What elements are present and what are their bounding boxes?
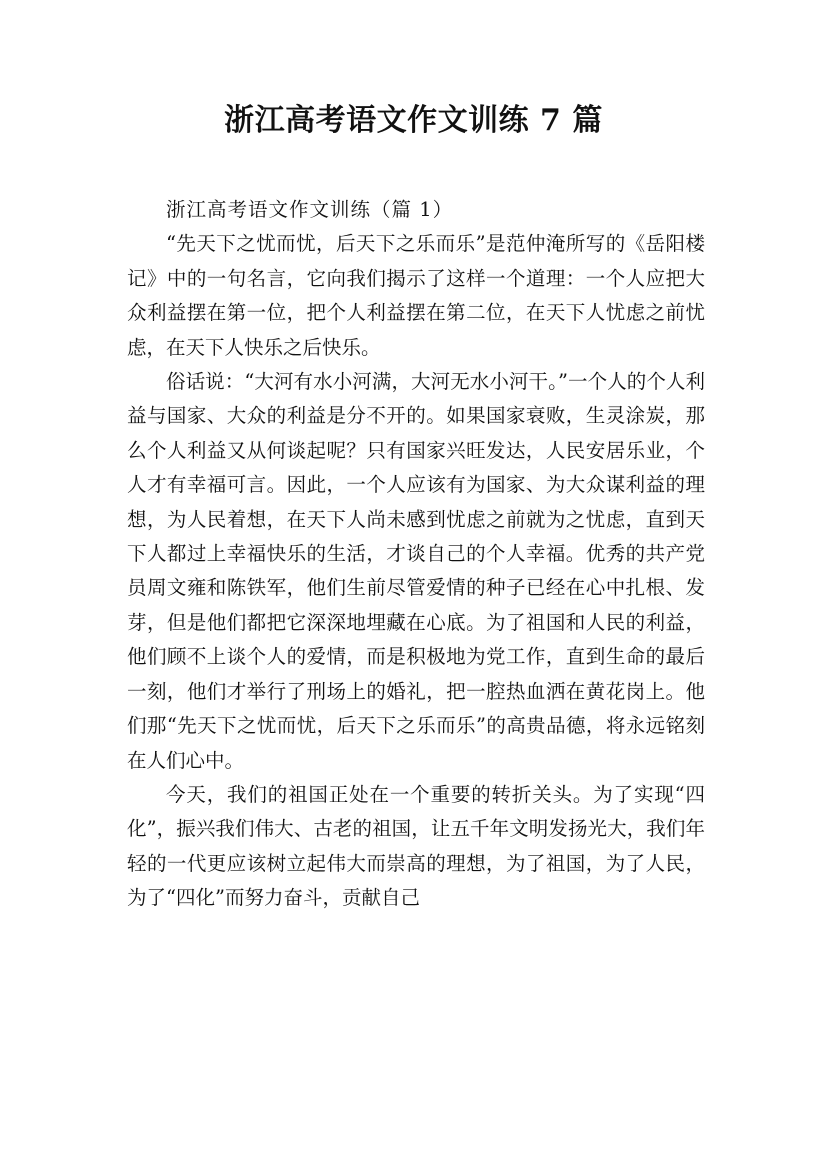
document-title: 浙江高考语文作文训练 7 篇 bbox=[224, 103, 603, 138]
paragraph-3: 今天，我们的祖国正处在一个重要的转折关头。为了实现“四化”，振兴我们伟大、古老的祖国，让五千年文明发扬光大，我们年轻的一代更应该树立起伟大而崇高的理想，为了祖国，为了人民，为了“四化”而努力奋斗，贡献自己 bbox=[127, 782, 705, 910]
paragraph-1: “先天下之忧而忧，后天下之乐而乐”是范仲淹所写的《岳阳楼记》中的一句名言，它向我们揭示了这样一个道理：一个人应把大众利益摆在第一位，把个人利益摆在第二位，在天下人忧虑之前忧虑，在天下人快乐之后快乐。 bbox=[127, 232, 705, 359]
document-body bbox=[127, 193, 705, 916]
paragraph-2: 俗话说：“大河有水小河满，大河无水小河干。”一个人的个人利益与国家、大众的利益是分不开的。如果国家衰败，生灵涂炭，那么个人利益又从何谈起呢？只有国家兴旺发达，人民安居乐业，个人才有幸福可言。因此，一个人应该有为国家、为大众谋利益的理想，为人民着想，在天下人尚未感到忧虑之前就为之忧虑，直到天下人都过上幸福快乐的生活，才谈自己的个人幸福。优秀的共产党员周文雍和陈铁军，他们生前尽管爱情的种子已经在心中扎根、发芽，但是他们都把它深深地埋藏在心底。为了祖国和人民的利益，他们顾不上谈个人的爱情，而是积极地为党工作，直到生命的最后一刻，他们才举行了刑场上的婚礼，把一腔热血洒在黄花岗上。他们那“先天下之忧而忧，后天下之乐而乐”的高贵品德，将永远铭刻在人们心中。 bbox=[127, 370, 705, 772]
section-heading: 浙江高考语文作文训练（篇 1） bbox=[166, 198, 454, 221]
